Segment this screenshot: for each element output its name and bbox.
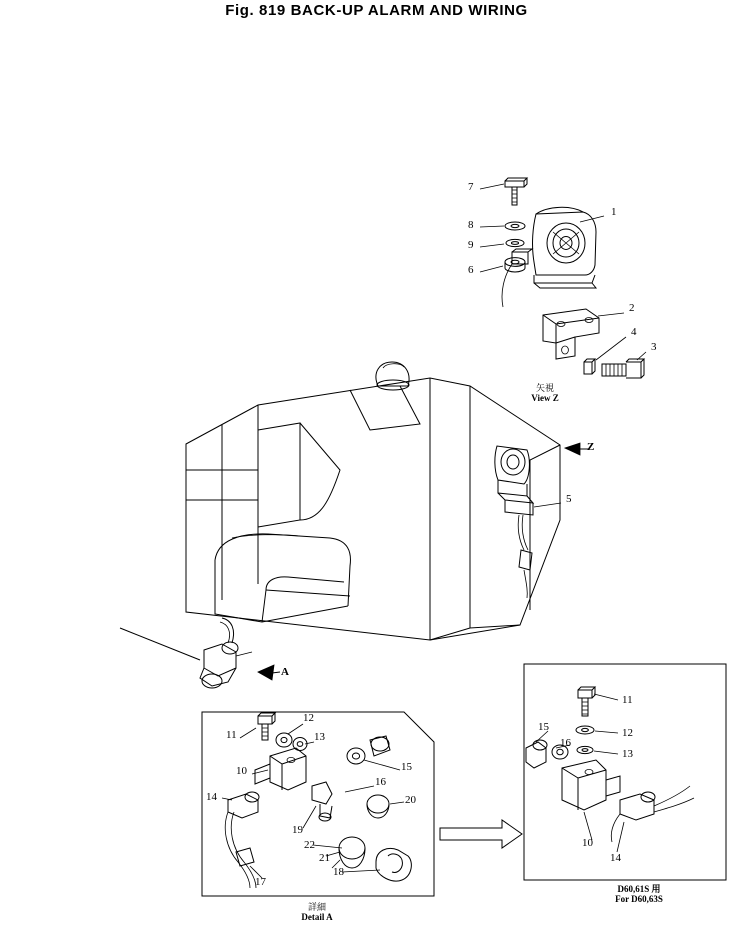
callout-16: 16 xyxy=(375,776,386,788)
callout-21: 21 xyxy=(319,852,330,864)
view-arrow-label-z: Z xyxy=(587,441,595,453)
callout-15-variant: 15 xyxy=(538,721,549,733)
detail-a-caption-line1: 詳細 xyxy=(307,902,326,912)
callout-16-variant: 16 xyxy=(560,737,571,749)
callout-18: 18 xyxy=(333,866,344,878)
detail-a-caption xyxy=(286,902,348,923)
callout-14: 14 xyxy=(206,791,217,803)
callout-6: 6 xyxy=(468,264,474,276)
callout-22: 22 xyxy=(304,839,315,851)
arrow-z-marker xyxy=(565,443,588,455)
arrow-a-marker xyxy=(258,665,280,680)
callout-8: 8 xyxy=(468,219,474,231)
callout-13-variant: 13 xyxy=(622,748,633,760)
callout-9: 9 xyxy=(468,239,474,251)
detail-a-caption-line2: Detail A xyxy=(301,912,333,923)
callout-4: 4 xyxy=(631,326,637,338)
callout-13: 13 xyxy=(314,731,325,743)
model-note xyxy=(592,884,686,905)
view-arrow-label-a: A xyxy=(281,666,289,678)
view-z-caption xyxy=(515,383,575,404)
fastener-stack-top xyxy=(480,178,604,272)
callout-11: 11 xyxy=(226,729,237,741)
page-title: Fig. 819 BACK-UP ALARM AND WIRING xyxy=(225,2,528,19)
detail-a-source-switch xyxy=(120,618,252,688)
callout-7: 7 xyxy=(468,181,474,193)
callout-15: 15 xyxy=(401,761,412,773)
callout-12-variant: 12 xyxy=(622,727,633,739)
callout-19: 19 xyxy=(292,824,303,836)
callout-3: 3 xyxy=(651,341,657,353)
machine-body xyxy=(186,362,561,640)
callout-5: 5 xyxy=(566,493,572,505)
callout-17: 17 xyxy=(255,876,266,888)
callout-2: 2 xyxy=(629,302,635,314)
model-note-line2: For D60,63S xyxy=(615,894,663,905)
callout-10: 10 xyxy=(236,765,247,777)
model-note-line1: D60,61S 用 xyxy=(617,884,661,894)
callout-14-variant: 14 xyxy=(610,852,621,864)
view-z-caption-line1: 矢視 xyxy=(535,383,554,393)
callout-10-variant: 10 xyxy=(582,837,593,849)
view-z-caption-line2: View Z xyxy=(531,393,559,404)
callout-20: 20 xyxy=(405,794,416,806)
view-z-bracket-assembly xyxy=(543,309,646,378)
transfer-arrow xyxy=(440,820,522,848)
callout-12: 12 xyxy=(303,712,314,724)
callout-11-variant: 11 xyxy=(622,694,633,706)
callout-1: 1 xyxy=(611,206,617,218)
